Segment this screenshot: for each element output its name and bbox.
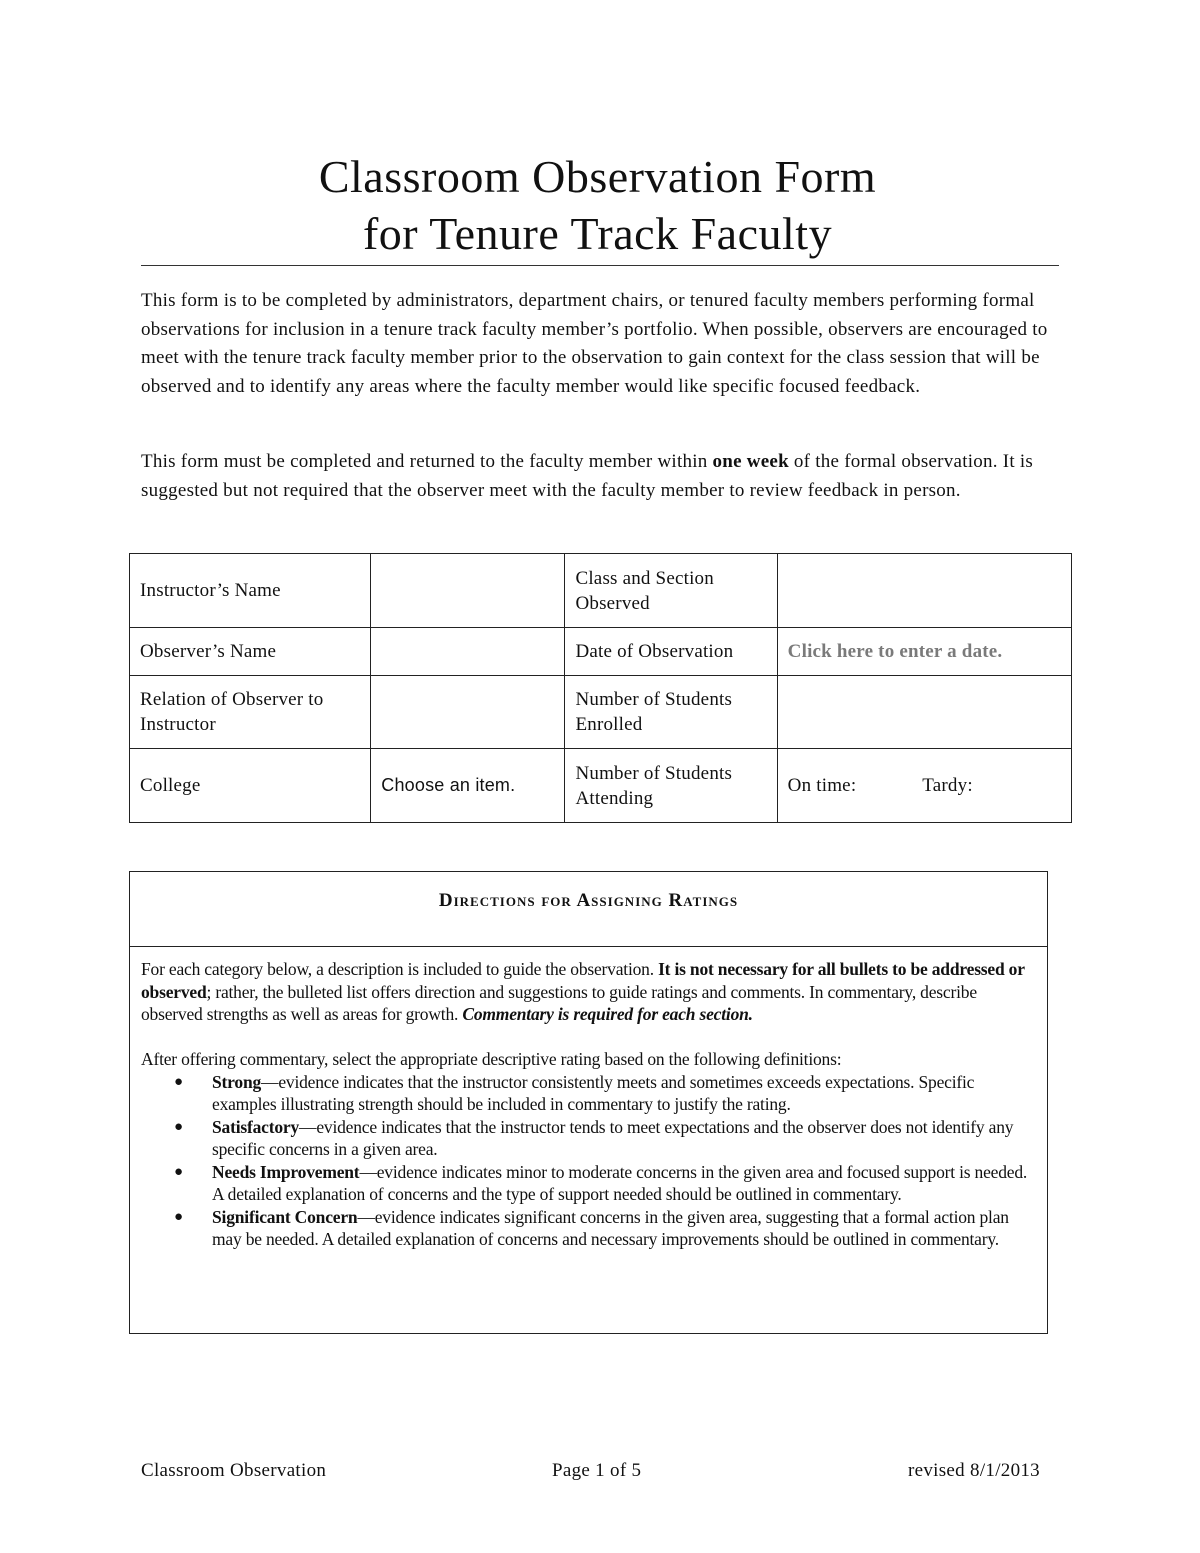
rating-description: —evidence indicates that the instructor consistently meets and sometimes exceeds expectations. Specific examples illustrating strength should be included in commentary to justify the rating.: [212, 1071, 975, 1114]
directions-paragraph-2: After offering commentary, select the appropriate descriptive rating based on the following definitions:: [141, 1049, 842, 1069]
rating-description: —evidence indicates that the instructor tends to meet expectations and the observer does not identify any specific concerns in a given area.: [212, 1116, 1014, 1159]
rating-directions-box: [129, 871, 1048, 1334]
class-section-label: Class and Section Observed: [565, 554, 777, 628]
rating-description: —evidence indicates minor to moderate concerns in the given area and focused support is needed. A detailed explanation of concerns and the type of support needed should be outlined in commentary.: [212, 1161, 1028, 1204]
bullet-icon: ●: [174, 1208, 183, 1225]
footer-document-name: Classroom Observation: [141, 1460, 327, 1481]
students-attending-label: Number of Students Attending: [565, 749, 777, 823]
rating-term-strong: Strong: [212, 1071, 262, 1092]
observation-info-table: [129, 553, 1072, 823]
instructor-name-field[interactable]: [371, 554, 565, 628]
directions-text: ; rather, the bulleted list offers direction and suggestions to guide ratings and comments. In commentary, describe observed strengths as well as areas for growth.: [141, 981, 977, 1024]
observation-date-label: Date of Observation: [565, 628, 777, 676]
footer-page-number: Page 1 of 5: [552, 1460, 642, 1481]
title-line-2: for Tenure Track Faculty: [362, 208, 833, 259]
students-enrolled-label: Number of Students Enrolled: [565, 676, 777, 749]
table-row: [130, 628, 1072, 676]
rating-term-satisfactory: Satisfactory: [212, 1116, 300, 1137]
college-dropdown[interactable]: [371, 749, 565, 823]
list-item: [174, 1206, 1037, 1251]
rating-term-needs-improvement: Needs Improvement: [212, 1161, 360, 1182]
intro-p2-text-b: of the formal observation. It is suggested but not required that the observer meet with the faculty member to review feedback in person.: [141, 451, 1034, 501]
instructor-name-label: Instructor’s Name: [130, 554, 371, 628]
bullet-icon: ●: [174, 1163, 183, 1180]
observer-name-label: Observer’s Name: [130, 628, 371, 676]
class-section-field[interactable]: [777, 554, 1071, 628]
tardy-label: Tardy:: [922, 775, 973, 796]
attendance-field[interactable]: [777, 749, 1071, 823]
title-line-1: Classroom Observation Form: [318, 151, 877, 202]
on-time-label: On time:: [787, 775, 857, 796]
intro-paragraph-1: This form is to be completed by administrators, department chairs, or tenured faculty members performing formal observations for inclusion in a tenure track faculty member’s portfolio. When possible, observers are encouraged to meet with the tenure track faculty member prior to the observation to gain context for the class session that will be observed and to identify any areas where the faculty member would like specific focused feedback.: [141, 290, 1048, 397]
intro-p2-emphasis: one week: [712, 451, 789, 472]
date-placeholder[interactable]: Click here to enter a date.: [787, 641, 1003, 662]
intro-paragraph-2: [141, 448, 1059, 505]
directions-emphasis: It is not necessary for all bullets to be addressed or observed: [141, 959, 1025, 1002]
page-title: [0, 148, 1195, 262]
observer-relation-field[interactable]: [371, 676, 565, 749]
directions-heading: Directions for Assigning Ratings: [130, 872, 1047, 947]
bullet-icon: ●: [174, 1073, 183, 1090]
list-item: [174, 1071, 1037, 1116]
table-row: [130, 749, 1072, 823]
footer-revision-date: revised 8/1/2013: [908, 1460, 1040, 1481]
list-item: [174, 1116, 1037, 1161]
rating-description: —evidence indicates significant concerns in the given area, suggesting that a formal action plan may be needed. A detailed explanation of concerns and necessary improvements should be outlined in commentary.: [212, 1206, 1009, 1249]
ratings-list: [141, 1071, 1037, 1251]
directions-paragraph-1: [141, 958, 1037, 1026]
college-dropdown-value[interactable]: Choose an item.: [381, 775, 516, 795]
paragraph-gap: [141, 1026, 1037, 1049]
observer-relation-label: Relation of Observer to Instructor: [130, 676, 371, 749]
rating-term-significant-concern: Significant Concern: [212, 1206, 358, 1227]
directions-text: For each category below, a description is included to guide the observation.: [141, 959, 659, 979]
observer-name-field[interactable]: [371, 628, 565, 676]
students-enrolled-field[interactable]: [777, 676, 1071, 749]
commentary-required-note: Commentary is required for each section.: [462, 1004, 753, 1024]
directions-body: [130, 947, 1047, 1251]
table-row: [130, 676, 1072, 749]
title-divider: [141, 265, 1059, 266]
bullet-icon: ●: [174, 1118, 183, 1135]
list-item: [174, 1161, 1037, 1206]
college-label: College: [130, 749, 371, 823]
table-row: [130, 554, 1072, 628]
observation-date-picker[interactable]: [777, 628, 1071, 676]
intro-p2-text-a: This form must be completed and returned to the faculty member within: [141, 451, 713, 472]
